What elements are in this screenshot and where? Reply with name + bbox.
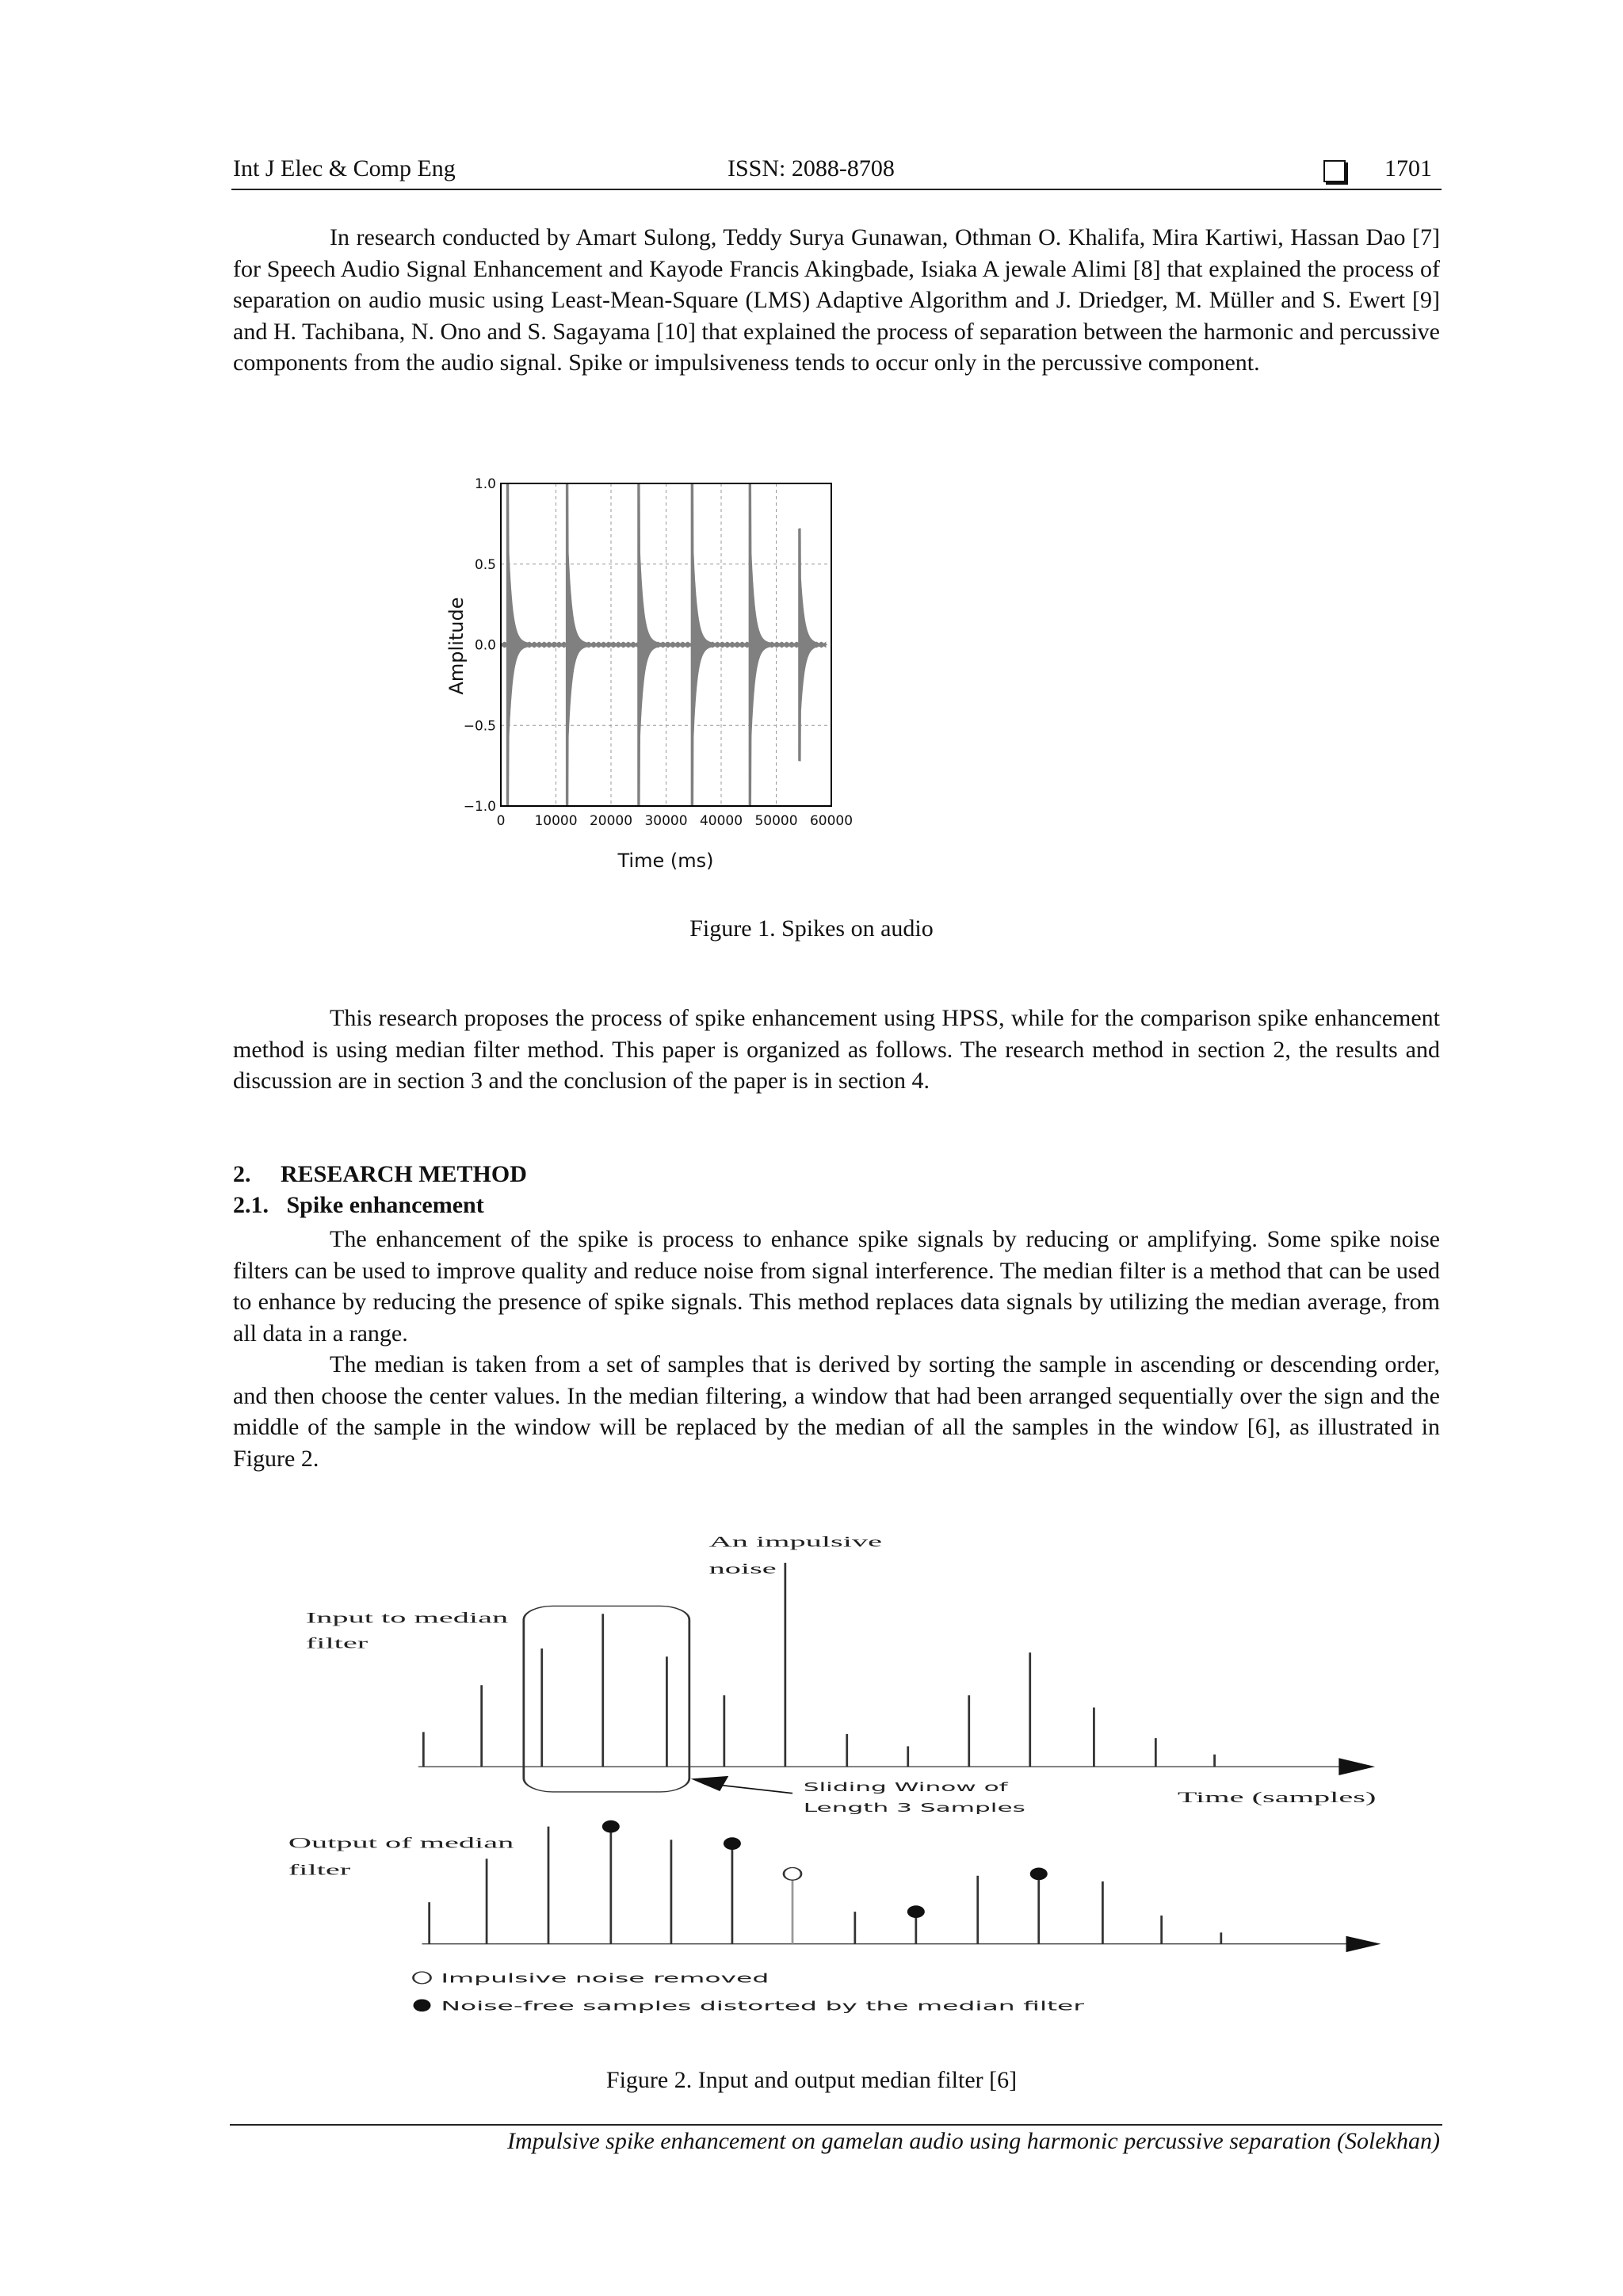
distorted-sample-marker [907, 1905, 925, 1918]
distorted-sample-marker [602, 1820, 620, 1833]
x-tick-label: 10000 [534, 813, 578, 829]
spike-paragraph-2 [233, 1349, 1440, 1474]
waveform-series [501, 483, 826, 806]
x-tick-label: 60000 [809, 813, 854, 829]
x-axis-label: Time (ms) [617, 850, 714, 872]
window-label: Sliding Winow of [803, 1780, 1008, 1794]
window-label-2: Length 3 Samples [803, 1801, 1025, 1815]
y-tick-label: 1.0 [474, 476, 496, 492]
figure-2-diagram [269, 1506, 1403, 2045]
proposal-text: This research proposes the process of spike enhancement using HPSS, while for the comparison spike enhancement method is using median filter method. This paper is organized as follows. The research method in section 2, the results and discussion are in section 3 and the conclusion of the paper is in section 4. [233, 1005, 1440, 1095]
issn: ISSN: 2088-8708 [727, 155, 895, 181]
y-tick-label: 0.0 [474, 637, 496, 654]
x-tick-label: 30000 [644, 813, 688, 829]
x-tick-label: 20000 [589, 813, 633, 829]
sliding-window-box [524, 1606, 689, 1792]
header-rule [231, 189, 1442, 190]
spike-mark [506, 483, 509, 806]
output-axis-arrow [1346, 1936, 1381, 1952]
legend-filled-label: Noise-free samples distorted by the median filter [441, 1999, 1084, 2014]
distorted-sample-marker [724, 1837, 741, 1850]
input-label-2: filter [305, 1634, 369, 1652]
output-label: Output of median [288, 1834, 514, 1851]
section-2-1-heading: 2.1. Spike enhancement [233, 1192, 484, 1218]
distorted-sample-marker [1030, 1867, 1048, 1880]
proposal-paragraph [233, 1003, 1440, 1097]
y-tick-label: 0.5 [474, 556, 496, 573]
figure-1-caption: Figure 1. Spikes on audio [689, 915, 934, 942]
intro-paragraph [233, 222, 1440, 379]
section-2-heading: 2. RESEARCH METHOD [233, 1161, 527, 1187]
time-label: Time (samples) [1177, 1788, 1377, 1806]
window-pointer-line [712, 1784, 792, 1793]
spike-mark [691, 483, 693, 806]
page-number: 1701 [1384, 155, 1432, 181]
y-axis-label: Amplitude [445, 597, 468, 695]
spike-paragraph-1 [233, 1224, 1440, 1349]
impulse-label-2: noise [708, 1560, 777, 1577]
output-label-2: filter [288, 1861, 351, 1878]
y-tick-label: −1.0 [463, 799, 496, 815]
spike-mark [798, 529, 800, 761]
removed-noise-marker [784, 1867, 801, 1880]
running-title: Impulsive spike enhancement on gamelan audio using harmonic percussive separation (Solekhan) [507, 2128, 1440, 2154]
legend-filled-marker [414, 1999, 431, 2011]
spike-mark [566, 483, 568, 806]
x-tick-label: 50000 [754, 813, 798, 829]
input-label: Input to median [305, 1609, 509, 1626]
x-tick-label: 0 [496, 813, 506, 829]
square-icon [1323, 160, 1346, 182]
legend-open-label: Impulsive noise removed [441, 1971, 769, 1986]
window-pointer-arrowhead [691, 1776, 729, 1791]
figure-2-caption: Figure 2. Input and output median filter [6] [605, 2067, 1018, 2093]
x-tick-label: 40000 [699, 813, 743, 829]
impulse-label: An impulsive [708, 1533, 883, 1550]
input-axis-arrow [1338, 1758, 1375, 1775]
spike-mark [637, 483, 640, 806]
spike-text-2: The median is taken from a set of samples that is derived by sorting the sample in ascending or descending order, and then choose the center values. In the median filtering, a window that had been arranged sequentially over the sign and the middle of the sample in the window will be replaced by the median of all the samples in the window [6], as illustrated in Figure 2. [233, 1351, 1440, 1472]
spike-mark [749, 483, 751, 806]
y-tick-label: −0.5 [463, 718, 496, 735]
spike-text-1: The enhancement of the spike is process to enhance spike signals by reducing or amplifying. Some spike noise filters can be used to improve quality and reduce noise from signal interference. The median filter is a method that can be used to enhance by reducing the presence of spike signals. This method replaces data signals by utilizing the median average, from all data in a range. [233, 1226, 1440, 1347]
footer-rule [230, 2124, 1442, 2126]
journal-name: Int J Elec & Comp Eng [233, 155, 456, 181]
intro-text: In research conducted by Amart Sulong, Teddy Surya Gunawan, Othman O. Khalifa, Mira Kartiwi, Hassan Dao [7] for Speech Audio Signal Enhancement and Kayode Francis Akingbade, Isiaka A jewale Alimi [8] that explained the process of separation on audio music using Least-Mean-Square (LMS) Adaptive Algorithm and J. Driedger, M. Müller and S. Ewert [9] and H. Tachibana, N. Ono and S. Sagayama [10] that explained the process of separation between the harmonic and percussive components from the audio signal. Spike or impulsiveness tends to occur only in the percussive component. [233, 224, 1440, 376]
legend-open-marker [414, 1972, 431, 1984]
figure-1-chart [444, 460, 1220, 888]
